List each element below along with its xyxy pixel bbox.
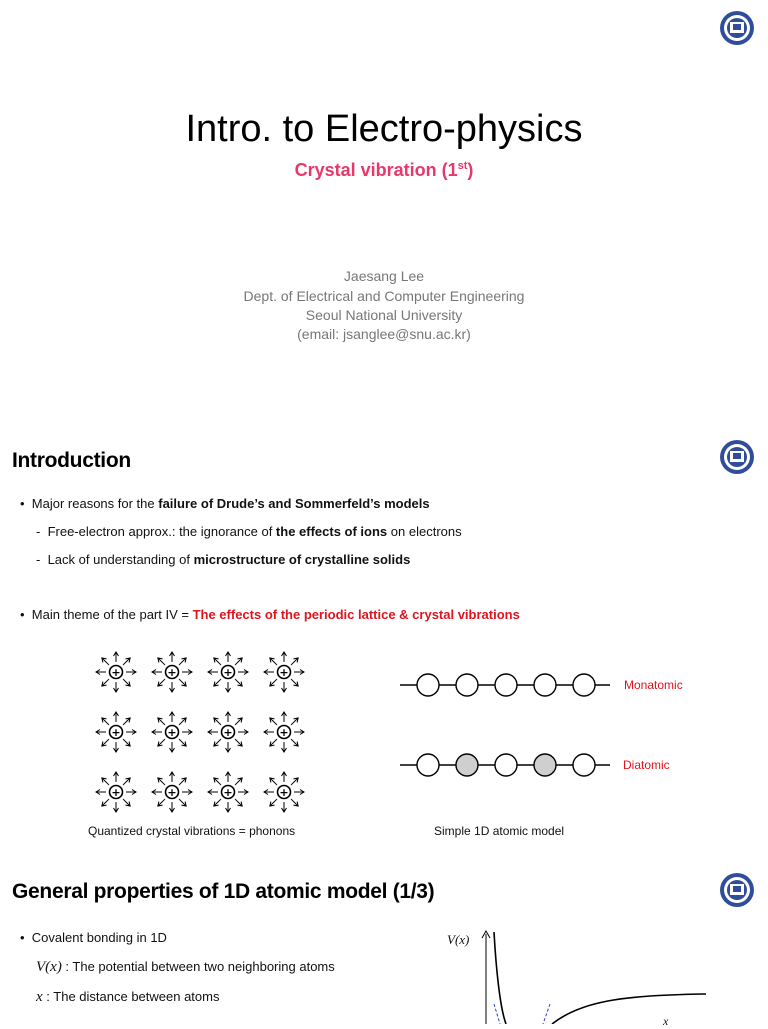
presentation-title: Intro. to Electro-physics [185,108,583,150]
snu-emblem-icon [719,872,755,908]
phonon-caption: Quantized crystal vibrations = phonons [88,824,296,838]
ion-with-vibration-arrows [208,712,248,752]
bullet-dot: • [20,607,25,622]
bullet-item: • Covalent bonding in 1D [20,930,167,945]
bullet-dot: • [20,496,25,511]
slide-heading: Introduction [12,449,131,472]
atom [534,754,556,776]
dashed-asymptote-left [494,1004,500,1024]
atom [456,674,478,696]
diatomic-chain [400,754,610,776]
ion-with-vibration-arrows [96,652,136,692]
sub-bullet-item: - Free-electron approx.: the ignorance of the effects of ions on electrons [36,524,462,539]
ion-charge-glyph: + [111,786,121,799]
atom [456,754,478,776]
ion-with-vibration-arrows [264,652,304,692]
atom [417,674,439,696]
bullet-item: • Main theme of the part IV = The effects of the periodic lattice & crystal vibrations [20,607,520,622]
ion-with-vibration-arrows [264,712,304,752]
author-email: (email: jsanglee@snu.ac.kr) [297,326,471,342]
introduction-slide [0,430,768,850]
ion-with-vibration-arrows [96,772,136,812]
graph-x-label: x [663,1014,669,1028]
ion-with-vibration-arrows [96,712,136,752]
monatomic-chain [400,674,610,696]
ion-charge-glyph: + [279,786,289,799]
bullet-dot: • [20,930,25,945]
phonon-lattice-diagram [90,650,320,830]
ion-charge-glyph: + [167,726,177,739]
graph-y-label: V(x) [447,932,470,947]
ion-with-vibration-arrows [152,712,192,752]
ion-charge-glyph: + [111,726,121,739]
bullet-item: • Major reasons for the failure of Drude’s and Sommerfeld’s models [20,496,430,511]
presentation-subtitle: Crystal vibration (1st) [294,160,474,180]
atom [495,674,517,696]
author-name: Jaesang Lee [343,268,425,284]
potential-definition: V(x) : The potential between two neighboring atoms [36,959,335,975]
general-properties-slide [0,860,768,1028]
atomic-model-caption: Simple 1D atomic model [434,824,565,838]
dashed-asymptote-right [543,1004,550,1024]
snu-emblem-icon [719,10,755,46]
author-department: Dept. of Electrical and Computer Engineering [243,288,525,304]
ion-charge-glyph: + [223,726,233,739]
snu-emblem-icon [719,439,755,475]
author-university: Seoul National University [305,307,463,323]
ion-charge-glyph: + [223,666,233,679]
atomic-chain-diagram [395,668,625,788]
ion-charge-glyph: + [167,786,177,799]
ion-charge-glyph: + [279,726,289,739]
slide-heading: General properties of 1D atomic model (1/3) [12,880,435,903]
ion-with-vibration-arrows [152,652,192,692]
atom [573,754,595,776]
title-slide [0,0,768,420]
monatomic-label: Monatomic [624,678,683,692]
ion-with-vibration-arrows [152,772,192,812]
potential-symbol: V(x) [36,959,62,975]
atom [417,754,439,776]
atom [495,754,517,776]
distance-definition: x : The distance between atoms [36,989,220,1005]
ion-with-vibration-arrows [208,772,248,812]
ion-charge-glyph: + [279,666,289,679]
ion-with-vibration-arrows [208,652,248,692]
sub-bullet-item: - Lack of understanding of microstructure of crystalline solids [36,552,411,567]
ion-with-vibration-arrows [264,772,304,812]
ion-charge-glyph: + [223,786,233,799]
distance-symbol: x [36,989,43,1005]
ion-charge-glyph: + [111,666,121,679]
ion-charge-glyph: + [167,666,177,679]
potential-graph [440,928,710,1024]
atom [573,674,595,696]
potential-curve [494,932,706,1024]
atom [534,674,556,696]
diatomic-label: Diatomic [623,758,670,772]
